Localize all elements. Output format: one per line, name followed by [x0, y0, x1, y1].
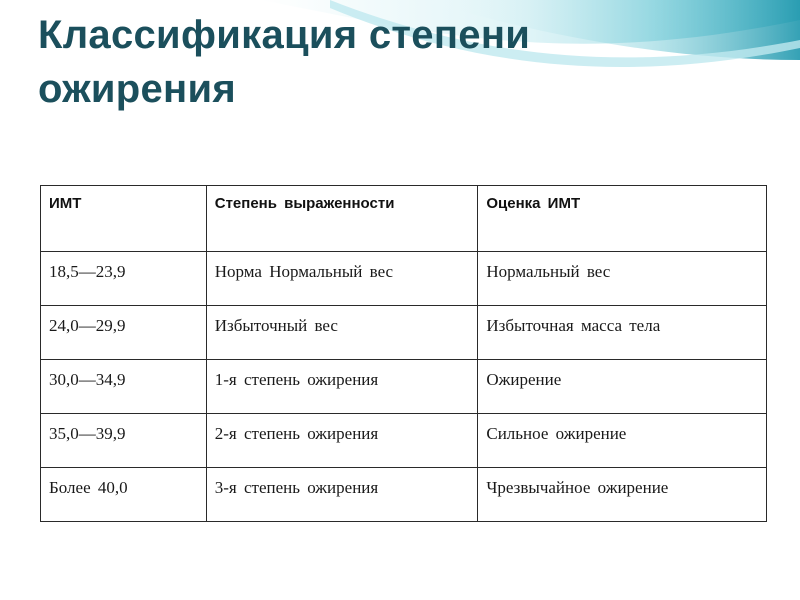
cell-assessment: Чрезвычайное ожирение — [478, 468, 767, 522]
cell-severity: 1-я степень ожирения — [206, 360, 478, 414]
cell-severity: 3-я степень ожирения — [206, 468, 478, 522]
table-row — [41, 360, 767, 414]
slide-title: Классификация степени ожирения — [38, 13, 531, 111]
bmi-classification-table — [40, 185, 767, 522]
table-row — [41, 468, 767, 522]
cell-bmi-range: 24,0—29,9 — [41, 306, 207, 360]
cell-severity: Норма Нормальный вес — [206, 252, 478, 306]
cell-assessment: Нормальный вес — [478, 252, 767, 306]
cell-assessment: Избыточная масса тела — [478, 306, 767, 360]
table-row — [41, 306, 767, 360]
header-assessment: Оценка ИМТ — [478, 186, 767, 252]
cell-severity: 2-я степень ожирения — [206, 414, 478, 468]
cell-assessment: Сильное ожирение — [478, 414, 767, 468]
cell-severity: Избыточный вес — [206, 306, 478, 360]
cell-bmi-range: 35,0—39,9 — [41, 414, 207, 468]
cell-bmi-range: 30,0—34,9 — [41, 360, 207, 414]
table-row — [41, 252, 767, 306]
cell-bmi-range: Более 40,0 — [41, 468, 207, 522]
header-severity: Степень выраженности — [206, 186, 478, 252]
header-bmi: ИМТ — [41, 186, 207, 252]
cell-bmi-range: 18,5—23,9 — [41, 252, 207, 306]
table-row — [41, 414, 767, 468]
cell-assessment: Ожирение — [478, 360, 767, 414]
table-header-row — [41, 186, 767, 252]
